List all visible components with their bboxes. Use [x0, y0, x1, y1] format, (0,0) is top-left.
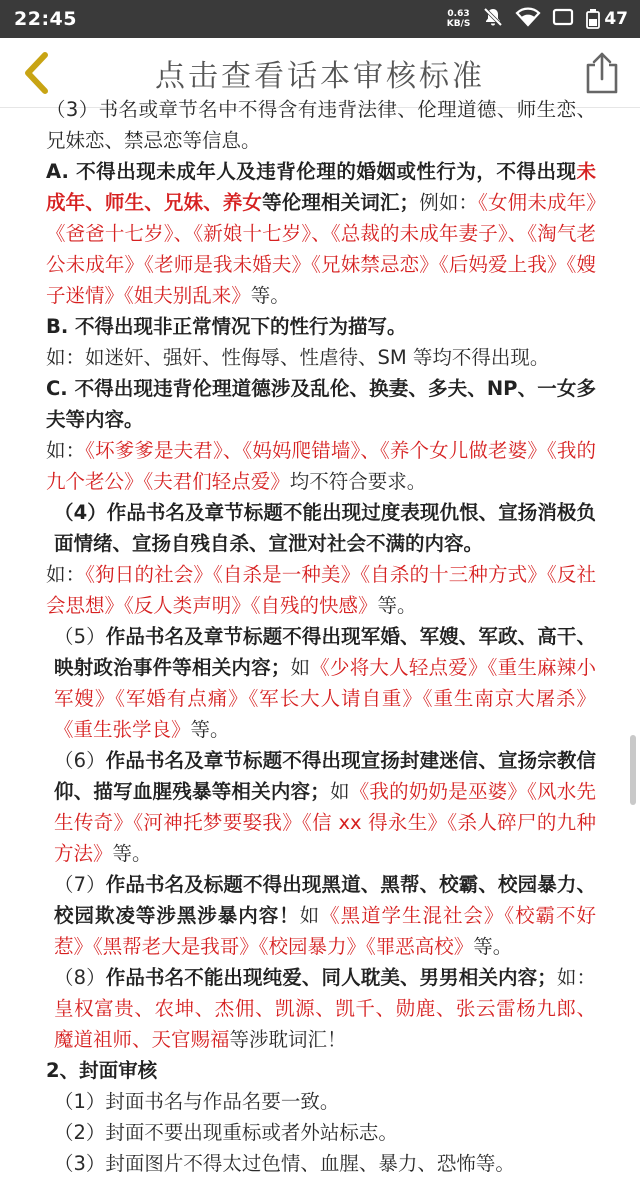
- rule-4-titles: 《狗日的社会》《自杀是一种美》《自杀的十三种方式》《反社会思想》《反人类声明》《自残的快感》: [46, 563, 596, 617]
- screen-frame-icon: [552, 8, 574, 30]
- status-bar: [0, 0, 640, 38]
- rule-a-examples: 《女佣未成年》《爸爸十七岁》、《新娘十七岁》、《总裁的未成年妻子》、《淘气老公未成年》《老师是我未婚夫》《兄妹禁忌恋》《后妈爱上我》《嫂子迷情》《姐夫别乱来》: [46, 191, 596, 307]
- rule-b-heading: B. 不得出现非正常情况下的性行为描写。: [46, 315, 407, 338]
- rule-5: [46, 621, 596, 745]
- rule-5-heading: 作品书名及章节标题不得出现军婚、军嫂、军政、高干、映射政治事件等相关内容；: [54, 625, 596, 679]
- cover-rule-3: （3）封面图片不得太过色情、血腥、暴力、恐怖等。: [54, 1152, 515, 1175]
- rule-6-titles: 《我的奶奶是巫婆》《风水先生传奇》《河神托梦要娶我》《信 xx 得永生》《杀人碎尸的九种方法》: [54, 780, 596, 865]
- rule-4-example-label: 如：: [46, 563, 86, 586]
- mute-bell-icon: [482, 6, 504, 32]
- rule-c-examples: [46, 435, 596, 497]
- scrollbar-thumb[interactable]: [630, 735, 636, 805]
- chevron-left-icon: [21, 51, 51, 95]
- cover-rule-1: （1）封面书名与作品名要一致。: [54, 1090, 340, 1113]
- cover-review-heading: 2、封面审核: [46, 1059, 158, 1082]
- rule-5-number: （5）: [54, 625, 106, 648]
- status-icons: [447, 6, 628, 32]
- rule-a: [46, 156, 596, 311]
- article-content: [0, 98, 640, 1175]
- rule-8-heading: 作品书名不能出现纯爱、同人耽美、男男相关内容；: [105, 966, 557, 989]
- rule-a-end: 等。: [250, 284, 290, 307]
- rule-4-heading: （4）作品书名及章节标题不能出现过度表现仇恨、宣扬消极负面情绪、宣扬自残自杀、宣泄对社会不满的内容。: [54, 501, 596, 555]
- rule-c-end: 均不符合要求。: [289, 470, 427, 493]
- clock: 22:45: [14, 8, 77, 30]
- battery-icon: [586, 9, 600, 29]
- cover-rule-2: （2）封面不要出现重标或者外站标志。: [54, 1121, 398, 1144]
- rule-a-keywords: 未成年、师生、兄妹、养女: [46, 160, 596, 214]
- rule-b-examples: 如：如迷奸、强奸、性侮辱、性虐待、SM 等均不得出现。: [46, 346, 550, 369]
- rule-c-example-label: 如：: [46, 439, 86, 462]
- share-button[interactable]: [580, 49, 624, 97]
- rule-8-example-label: 如：: [556, 966, 596, 989]
- rule-8-number: （8）: [54, 966, 106, 989]
- rule-7-heading: 作品书名及标题不得出现黑道、黑帮、校霸、校园暴力、校园欺凌等涉黑涉暴内容！: [54, 873, 596, 927]
- battery-level: 47: [604, 9, 628, 29]
- rule-6-number: （6）: [54, 749, 106, 772]
- rule-8-keywords: 皇权富贵、农坤、杰佣、凯源、凯千、勋鹿、张云雷杨九郎、魔道祖师、天官赐福: [54, 997, 596, 1051]
- rule-7: [46, 869, 596, 962]
- rule-8-end: 等涉耽词汇！: [229, 1028, 347, 1051]
- rule-7-number: （7）: [54, 873, 106, 896]
- rule-5-titles: 《少将大人轻点爱》《重生麻辣小军嫂》《军婚有点痛》《军长大人请自重》《重生南京大屠杀》《重生张学良》: [54, 656, 596, 741]
- rule-5-end: 等。: [190, 718, 230, 741]
- network-speed-value: 0.63: [447, 9, 470, 19]
- paragraph-3: （3）书名或章节名中不得含有违背法律、伦理道德、师生恋、兄妹恋、禁忌恋等信息。: [46, 98, 596, 152]
- rule-4-examples: [46, 559, 596, 621]
- page-title: 点击查看话本审核标准: [155, 58, 485, 94]
- back-button[interactable]: [14, 51, 58, 95]
- rule-6-heading: 作品书名及章节标题不得出现宣扬封建迷信、宣扬宗教信仰、描写血腥残暴等相关内容；: [54, 749, 596, 803]
- rule-c-titles: 《坏爹爹是夫君》、《妈妈爬错墙》、《养个女儿做老婆》《我的九个老公》《夫君们轻点爱》: [46, 439, 596, 493]
- rule-7-example-label: 如: [299, 904, 321, 927]
- rule-a-heading-end: 等伦理相关词汇；: [262, 191, 420, 214]
- rule-6: [46, 745, 596, 869]
- rule-6-example-label: 如: [329, 780, 350, 803]
- rule-5-example-label: 如: [290, 656, 311, 679]
- share-icon: [583, 51, 621, 95]
- network-speed-unit: KB/S: [446, 19, 471, 29]
- rule-c-heading: C. 不得出现违背伦理道德涉及乱伦、换妻、多夫、NP、一女多夫等内容。: [46, 377, 596, 431]
- rule-7-end: 等。: [473, 935, 513, 958]
- network-speed: [447, 9, 471, 29]
- rule-a-example-label: 例如：: [419, 191, 479, 214]
- battery-indicator: [586, 9, 628, 29]
- rule-a-heading: A. 不得出现未成年人及违背伦理的婚姻或性行为，不得出现: [46, 160, 577, 183]
- wifi-icon: [516, 7, 540, 31]
- rule-7-titles: 《黑道学生混社会》《校霸不好惹》《黑帮老大是我哥》《校园暴力》《罪恶高校》: [54, 904, 596, 958]
- rule-4-end: 等。: [377, 594, 417, 617]
- rule-4: [46, 497, 596, 559]
- rule-6-end: 等。: [112, 842, 152, 865]
- rule-8: [46, 962, 596, 1055]
